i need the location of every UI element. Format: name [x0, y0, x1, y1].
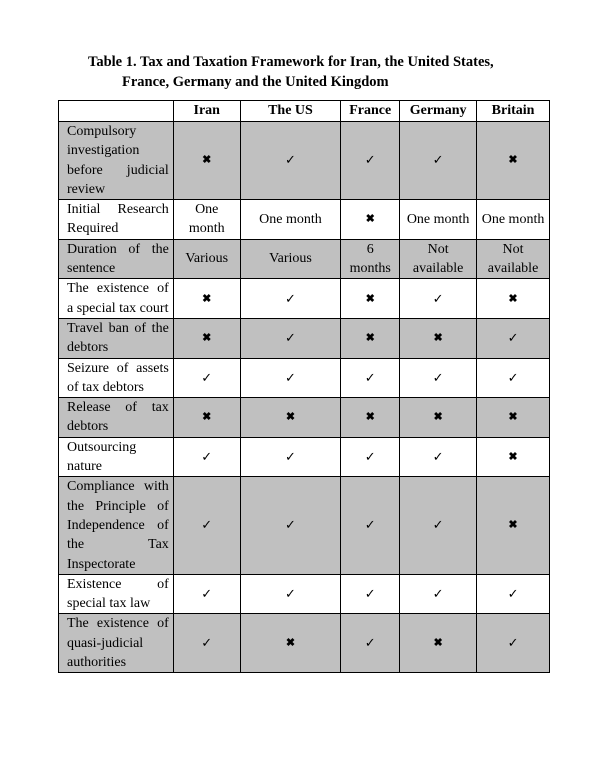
- comparison-table: [58, 100, 550, 673]
- check-icon: ✓: [201, 635, 213, 651]
- caption-line-2: France, Germany and the United Kingdom: [122, 74, 389, 90]
- cell-iran: [173, 437, 240, 477]
- header-iran: Iran: [173, 101, 240, 122]
- cell-iran: [173, 398, 240, 438]
- table-row: [59, 574, 550, 614]
- check-icon: ✓: [432, 290, 444, 306]
- cross-icon: ✖: [365, 213, 375, 226]
- cell-france: [341, 614, 400, 673]
- check-icon: ✓: [432, 517, 444, 533]
- cell-britain: [477, 279, 550, 319]
- cell-germany: [400, 437, 477, 477]
- row-label: Compulsory investigation before judicial review: [59, 122, 174, 200]
- cell-us: [240, 614, 341, 673]
- cross-icon: ✖: [433, 411, 443, 424]
- cell-france: [341, 477, 400, 574]
- check-icon: ✓: [507, 585, 519, 601]
- cell-germany: [400, 279, 477, 319]
- row-label: Outsourcing nature: [59, 437, 174, 477]
- row-label: Duration of the sentence: [59, 239, 174, 279]
- table-row: [59, 239, 550, 279]
- check-icon: ✓: [507, 330, 519, 346]
- row-label: Travel ban of the debtors: [59, 318, 174, 358]
- cell-france: [341, 200, 400, 240]
- row-label: Existence of special tax law: [59, 574, 174, 614]
- cell-us: Various: [240, 239, 341, 279]
- cross-icon: ✖: [508, 519, 518, 532]
- check-icon: ✓: [364, 152, 376, 168]
- cell-france: [341, 437, 400, 477]
- cross-icon: ✖: [365, 332, 375, 345]
- cross-icon: ✖: [202, 411, 212, 424]
- row-label: Release of tax debtors: [59, 398, 174, 438]
- header-britain: Britain: [477, 101, 550, 122]
- check-icon: ✓: [201, 448, 213, 464]
- cell-iran: [173, 122, 240, 200]
- cell-france: [341, 358, 400, 398]
- check-icon: ✓: [507, 635, 519, 651]
- check-icon: ✓: [364, 448, 376, 464]
- cell-us: [240, 279, 341, 319]
- row-label: Seizure of assets of tax debtors: [59, 358, 174, 398]
- cell-france: [341, 398, 400, 438]
- cell-us: [240, 318, 341, 358]
- cell-britain: Not available: [477, 239, 550, 279]
- row-label: Compliance with the Principle of Independence of the Tax Inspectorate: [59, 477, 174, 574]
- row-label: The existence of a special tax court: [59, 279, 174, 319]
- cell-iran: [173, 358, 240, 398]
- cell-us: [240, 358, 341, 398]
- cross-icon: ✖: [285, 411, 296, 424]
- cell-britain: [477, 318, 550, 358]
- cell-us: [240, 574, 341, 614]
- cell-britain: [477, 614, 550, 673]
- cell-iran: [173, 318, 240, 358]
- check-icon: ✓: [285, 517, 296, 533]
- cell-iran: [173, 477, 240, 574]
- check-icon: ✓: [432, 369, 444, 385]
- row-label: Initial Research Required: [59, 200, 174, 240]
- cell-germany: [400, 614, 477, 673]
- check-icon: ✓: [364, 635, 376, 651]
- cell-germany: Not available: [400, 239, 477, 279]
- cell-us: [240, 437, 341, 477]
- cell-france: [341, 279, 400, 319]
- table-row: [59, 477, 550, 574]
- cell-iran: One month: [173, 200, 240, 240]
- check-icon: ✓: [285, 585, 296, 601]
- check-icon: ✓: [285, 152, 296, 168]
- header-us: The US: [240, 101, 341, 122]
- cell-britain: [477, 358, 550, 398]
- table-row: [59, 358, 550, 398]
- row-label: The existence of quasi-judicial authorities: [59, 614, 174, 673]
- cell-britain: [477, 437, 550, 477]
- table-row: [59, 200, 550, 240]
- cell-germany: [400, 398, 477, 438]
- cell-britain: [477, 398, 550, 438]
- caption-line-1: Table 1. Tax and Taxation Framework for Iran, the United States,: [88, 54, 494, 70]
- table-row: [59, 122, 550, 200]
- cross-icon: ✖: [365, 292, 375, 305]
- cell-germany: [400, 318, 477, 358]
- cell-germany: [400, 122, 477, 200]
- cell-germany: [400, 358, 477, 398]
- header-corner: [59, 101, 174, 122]
- table-row: [59, 279, 550, 319]
- cross-icon: ✖: [508, 450, 518, 463]
- table-row: [59, 437, 550, 477]
- cell-iran: [173, 614, 240, 673]
- cell-iran: [173, 574, 240, 614]
- cross-icon: ✖: [285, 637, 296, 650]
- check-icon: ✓: [432, 448, 444, 464]
- cell-germany: [400, 574, 477, 614]
- cell-france: [341, 574, 400, 614]
- check-icon: ✓: [432, 152, 444, 168]
- cell-iran: [173, 279, 240, 319]
- cross-icon: ✖: [508, 411, 518, 424]
- cross-icon: ✖: [508, 154, 518, 167]
- check-icon: ✓: [285, 448, 296, 464]
- cell-germany: One month: [400, 200, 477, 240]
- check-icon: ✓: [201, 369, 213, 385]
- cell-britain: [477, 122, 550, 200]
- table-caption: [88, 52, 558, 92]
- cell-britain: One month: [477, 200, 550, 240]
- cross-icon: ✖: [202, 154, 212, 167]
- cell-iran: Various: [173, 239, 240, 279]
- check-icon: ✓: [507, 369, 519, 385]
- cell-britain: [477, 574, 550, 614]
- check-icon: ✓: [364, 369, 376, 385]
- cross-icon: ✖: [202, 332, 212, 345]
- cross-icon: ✖: [508, 292, 518, 305]
- check-icon: ✓: [285, 369, 296, 385]
- table-row: [59, 318, 550, 358]
- cell-britain: [477, 477, 550, 574]
- header-france: France: [341, 101, 400, 122]
- cell-us: One month: [240, 200, 341, 240]
- cross-icon: ✖: [433, 637, 443, 650]
- header-row: [59, 101, 550, 122]
- cell-us: [240, 122, 341, 200]
- cell-us: [240, 398, 341, 438]
- header-germany: Germany: [400, 101, 477, 122]
- check-icon: ✓: [201, 517, 213, 533]
- check-icon: ✓: [201, 585, 213, 601]
- check-icon: ✓: [432, 585, 444, 601]
- check-icon: ✓: [364, 517, 376, 533]
- cross-icon: ✖: [433, 332, 443, 345]
- check-icon: ✓: [285, 290, 296, 306]
- check-icon: ✓: [285, 330, 296, 346]
- cell-us: [240, 477, 341, 574]
- cross-icon: ✖: [365, 411, 375, 424]
- cell-france: 6 months: [341, 239, 400, 279]
- check-icon: ✓: [364, 585, 376, 601]
- cell-germany: [400, 477, 477, 574]
- cross-icon: ✖: [202, 292, 212, 305]
- cell-france: [341, 318, 400, 358]
- table-row: [59, 398, 550, 438]
- table-row: [59, 614, 550, 673]
- cell-france: [341, 122, 400, 200]
